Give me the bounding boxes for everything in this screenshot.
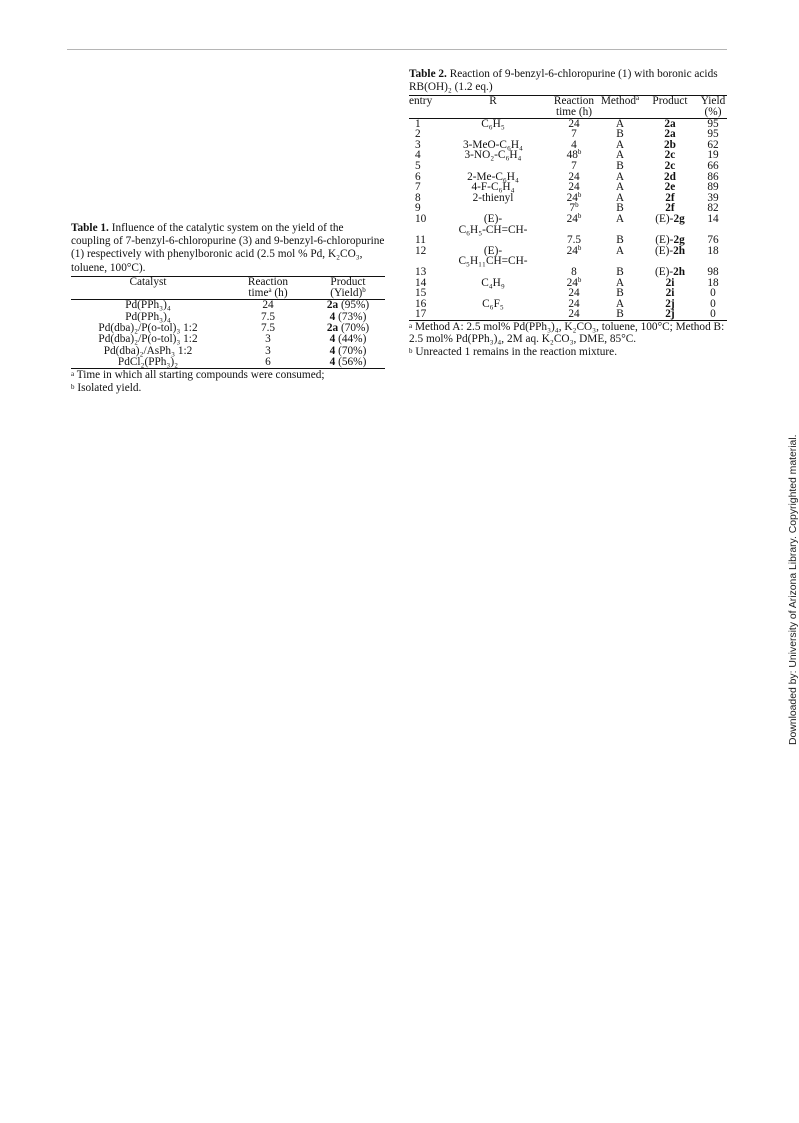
table-row <box>409 150 727 161</box>
t2-method-cell: B <box>616 287 624 300</box>
t2-time-cell: 24$^b$ <box>566 190 582 204</box>
t2-time-cell: 4 <box>571 138 577 151</box>
t2-yield-cell: 95 <box>707 128 719 141</box>
t2-entry-cell: 11 <box>415 234 426 247</box>
t2-entry-cell: 7 <box>415 181 421 194</box>
t2-header-time: time (h) <box>549 107 599 118</box>
t2-entry-cell: 10 <box>415 212 427 225</box>
t1-catalyst-cell: Pd(PPh₃)₄ <box>125 310 171 323</box>
t2-method-cell: B <box>616 128 624 141</box>
t2-r-cell <box>437 309 549 320</box>
t1-header-product: Product <box>311 276 385 288</box>
t1-product-cell: 2a (70%) <box>326 322 370 334</box>
t2-r-cell: C₆H₅-CH=CH- <box>458 223 528 236</box>
table-row <box>71 357 385 369</box>
t2-method-cell: B <box>616 265 624 278</box>
t2-entry-cell: 4 <box>415 149 421 162</box>
t2-method-cell: A <box>615 276 625 289</box>
t2-r-cell: 3-NO₂-C₆H₄ <box>464 149 522 162</box>
t2-time-cell: 7 <box>571 159 577 172</box>
t1-product-cell: 2a (95%) <box>326 299 370 312</box>
t2-entry-cell: 6 <box>415 170 421 183</box>
t2-yield-cell: 66 <box>707 159 719 172</box>
t2-yield-cell: 89 <box>707 181 719 194</box>
t2-time-cell: 24 <box>568 287 580 300</box>
t2-entry-cell: 5 <box>415 159 421 172</box>
t2-r-cell: 2-Me-C₆H₄ <box>467 170 519 183</box>
t2-entry-cell: 3 <box>415 138 421 151</box>
t2-r-cell: (E)- <box>483 212 503 225</box>
t2-r-cell: 4-F-C₆H₄ <box>471 181 515 194</box>
t2-method-cell: A <box>615 117 625 130</box>
table-row <box>409 193 727 204</box>
t2-product-cell: 2e <box>664 181 676 194</box>
t1-product-cell: 4 (70%) <box>329 344 367 357</box>
t2-entry-cell: 13 <box>415 265 427 278</box>
t2-method-cell: A <box>615 170 625 183</box>
t2-header-yield: Yield <box>700 95 726 108</box>
t2-r-cell <box>437 161 549 172</box>
t2-method-cell: B <box>616 234 624 247</box>
t2-yield-cell: 76 <box>707 234 719 247</box>
t2-product-cell: 2f <box>665 191 675 204</box>
table2-caption-text: Reaction of 9-benzyl-6-chloropurine (1) with boronic acids RB(OH)₂ (1.2 eq.) <box>409 68 718 94</box>
table2-footnote-a: $^a$ Method A: 2.5 mol% Pd(PPh₃)₄, K₂CO₃, toluene, 100°C; Method B: 2.5 mol% Pd(PPh₃)₄, 2M aq. K₂CO₃, DME, 85°C. <box>409 320 725 346</box>
t2-product-cell: (E)-2h <box>654 244 686 257</box>
t2-yield-cell: 62 <box>707 138 719 151</box>
t2-header-r: R <box>437 96 549 107</box>
t1-catalyst-cell: Pd(dba)₂/P(o-tol)₃ 1:2 <box>98 322 198 334</box>
t2-yield-cell: 95 <box>707 117 719 130</box>
table1-footnote-a: $^a$ Time in which all starting compounds were consumed; <box>71 369 325 382</box>
t1-header-reaction: Reaction <box>225 276 311 288</box>
t2-product-cell: 2j <box>665 297 675 310</box>
t1-catalyst-cell: Pd(dba)₂/AsPh₃ 1:2 <box>103 344 193 357</box>
t2-yield-cell: 86 <box>707 170 719 183</box>
t2-entry-cell: 8 <box>415 191 421 204</box>
t2-yield-cell: 18 <box>707 244 719 257</box>
t2-yield-cell: 14 <box>707 212 719 225</box>
t2-yield-cell: 98 <box>707 265 719 278</box>
t2-entry-cell: 2 <box>415 128 421 141</box>
t1-catalyst-cell: Pd(dba)₂/P(o-tol)₃ 1:2 <box>98 333 198 346</box>
t2-time-cell: 7.5 <box>566 234 582 247</box>
t1-header-catalyst: Catalyst <box>71 276 225 288</box>
t1-time-cell: 7.5 <box>260 310 276 323</box>
table2-caption <box>409 68 727 94</box>
t2-product-cell: 2i <box>665 276 675 289</box>
t2-method-cell: A <box>615 138 625 151</box>
t2-entry-cell: 12 <box>415 244 427 257</box>
t2-entry-cell: 17 <box>409 309 437 320</box>
t2-method-cell: A <box>615 149 625 162</box>
t2-method-cell: A <box>615 212 625 225</box>
t2-r-cell <box>437 267 549 278</box>
table1-body <box>71 300 385 369</box>
t1-time-cell: 3 <box>265 344 271 357</box>
t2-product-cell: 2c <box>664 159 676 172</box>
t2-r-cell: C₄H₉ <box>481 276 505 289</box>
t2-time-cell: 7$^b$ <box>569 201 579 215</box>
t2-r-cell: 2-thienyl <box>472 191 514 204</box>
t1-header-yield: (Yield)$^b$ <box>311 288 385 300</box>
t2-time-cell: 24$^b$ <box>566 243 582 257</box>
table2-body <box>409 118 727 320</box>
t2-r-cell: (E)- <box>483 244 503 257</box>
table1 <box>71 276 385 369</box>
table1-caption-label: Table 1. <box>71 222 109 234</box>
table-row <box>409 214 727 225</box>
t2-method-cell: A <box>615 297 625 310</box>
t2-method-cell: B <box>616 159 624 172</box>
t2-header-entry: entry <box>409 96 437 107</box>
t2-yield-cell: 39 <box>707 191 719 204</box>
t2-entry-cell: 1 <box>415 117 421 130</box>
t2-product-cell: 2b <box>664 138 676 151</box>
t1-product-cell: 4 (56%) <box>311 357 385 369</box>
t2-product-cell: 2a <box>664 117 676 130</box>
page-header-rule <box>67 49 727 50</box>
t2-product-cell: (E)-2g <box>655 234 685 247</box>
t1-time-cell: 6 <box>225 357 311 369</box>
t2-yield-cell: 18 <box>707 276 719 289</box>
t2-time-cell: 7 <box>571 128 577 141</box>
t2-entry-cell: 9 <box>415 202 421 215</box>
table-row <box>409 118 727 129</box>
t2-yield-cell: 82 <box>707 202 719 215</box>
t2-time-cell: 24 <box>568 117 580 130</box>
table2 <box>409 95 727 320</box>
t2-time-cell: 24 <box>568 170 580 183</box>
table1-caption-text: Influence of the catalytic system on the yield of the coupling of 7-benzyl-6-chloropurine (3) and 9-benzyl-6-chloropurine (1) respectively with phenylboronic acid (2.5 mol % Pd, K₂CO₃, toluene, 100°C). <box>71 222 385 274</box>
t2-product-cell: 2a <box>664 128 676 141</box>
table1-caption <box>71 222 385 275</box>
t2-yield-cell: 0 <box>699 309 727 320</box>
t2-r-cell: 3-MeO-C₆H₄ <box>463 138 523 151</box>
t2-r-cell: C₆H₅ <box>481 117 505 130</box>
t2-time-cell: 24$^b$ <box>566 211 582 225</box>
t1-catalyst-cell: Pd(PPh₃)₄ <box>125 299 171 312</box>
t2-method-cell: A <box>615 244 625 257</box>
t2-method-cell: B <box>599 309 641 320</box>
t2-method-cell: A <box>615 181 625 194</box>
t1-header-time: time$^a$ (h) <box>225 288 311 300</box>
table2-footnote-b: $^b$ Unreacted 1 remains in the reaction mixture. <box>409 346 618 359</box>
t2-entry-cell: 14 <box>415 276 427 289</box>
t2-product-cell: 2j <box>641 309 699 320</box>
t2-r-cell: C₅H₁₁CH=CH- <box>458 255 528 268</box>
t2-product-cell: 2f <box>665 202 675 215</box>
t2-entry-cell: 16 <box>415 297 427 310</box>
t2-header-product: Product <box>641 96 699 107</box>
t2-time-cell: 24 <box>568 297 580 310</box>
t2-time-cell: 24 <box>568 181 580 194</box>
t2-time-cell: 8 <box>571 265 577 278</box>
t1-product-cell: 4 (44%) <box>329 333 367 346</box>
download-notice: Downloaded by: University of Arizona Library. Copyrighted material. <box>788 434 799 745</box>
t2-method-cell: B <box>616 202 624 215</box>
table1-footnote-b: $^b$ Isolated yield. <box>71 381 142 394</box>
t1-time-cell: 3 <box>265 333 271 346</box>
t1-time-cell: 7.5 <box>260 322 276 334</box>
t1-time-cell: 24 <box>262 299 274 312</box>
t2-time-cell: 24$^b$ <box>566 275 582 289</box>
t2-yield-cell: 0 <box>710 287 716 300</box>
t2-product-cell: 2i <box>665 287 675 300</box>
t2-entry-cell: 15 <box>415 287 427 300</box>
t2-yield-cell: 0 <box>710 297 716 310</box>
table-row <box>409 246 727 257</box>
table1-block <box>71 222 385 394</box>
table2-block <box>409 68 727 359</box>
t2-yield-cell: 19 <box>707 149 719 162</box>
t2-product-cell: (E)-2h <box>654 265 686 278</box>
table-row <box>409 309 727 320</box>
t2-product-cell: 2d <box>664 170 676 183</box>
t2-product-cell: 2c <box>664 149 676 162</box>
t2-time-cell: 48$^b$ <box>566 148 582 162</box>
t2-r-cell: C₆F₅ <box>482 297 504 310</box>
table-row <box>409 129 727 140</box>
t2-header-method: Method$^a$ <box>600 94 640 108</box>
t2-method-cell: A <box>615 191 625 204</box>
t1-product-cell: 4 (73%) <box>329 310 367 323</box>
t1-catalyst-cell: PdCl₂(PPh₃)₂ <box>71 357 225 369</box>
t2-product-cell: (E)-2g <box>655 212 685 225</box>
table2-caption-label: Table 2. <box>409 68 447 80</box>
t2-header-yield-unit: (%) <box>699 107 727 118</box>
t2-header-reaction: Reaction <box>549 96 599 107</box>
t2-time-cell: 24 <box>549 309 599 320</box>
